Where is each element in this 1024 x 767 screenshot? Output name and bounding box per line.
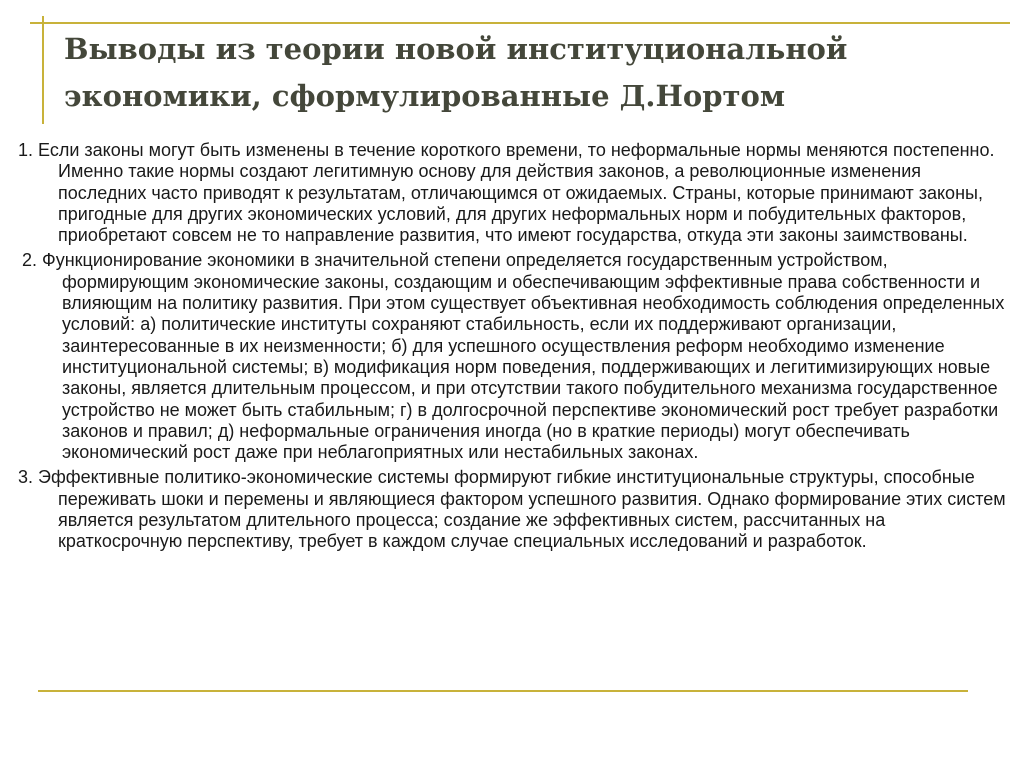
conclusion-point-3: 3. Эффективные политико-экономические системы формируют гибкие институциональные структуры, способные переживать шоки и перемены и являющиеся фактором успешного развития. Однако формирование этих систем является результатом длительного процесса; создание же эффективных систем, рассчитанных на краткосрочную перспективу, требует в каждом случае специальных исследований и разработок. <box>18 467 1006 552</box>
conclusion-point-1: 1. Если законы могут быть изменены в течение короткого времени, то неформальные нормы меняются постепенно. Именно такие нормы создают легитимную основу для действия законов, а революционные изменения последних часто приводят к результатам, отличающимся от ожидаемых. Страны, которые принимают законы, пригодные для других экономических условий, для других неформальных норм и побудительных факторов, приобретают совсем не то направление развития, что имеют государства, откуда эти законы заимствованы. <box>18 140 995 246</box>
decorative-left-line <box>42 16 44 124</box>
decorative-top-line <box>30 22 1010 24</box>
slide-body <box>18 140 1008 557</box>
decorative-bottom-line <box>38 690 968 692</box>
conclusion-point-2: 2. Функционирование экономики в значительной степени определяется государственным устройством, формирующим экономические законы, создающим и обеспечивающим эффективные права собственности и влияющим на политику развития. При этом существует объективная необходимость соблюдения определенных условий: а) политические институты сохраняют стабильность, если их поддерживают организации, заинтересованные в их неизменности; б) для успешного осуществления реформ необходимо изменение институциональной системы; в) модификация норм поведения, поддерживающих и легитимизирующих новые законы, является длительным процессом, и при отсутствии такого побудительного механизма государственное устройство не может быть стабильным; г) в долгосрочной перспективе экономический рост требует разработки законов и правил; д) неформальные ограничения иногда (но в краткие периоды) могут обеспечивать экономический рост даже при неблагоприятных или нестабильных законах. <box>22 250 1005 463</box>
slide-title: Выводы из теории новой институциональной экономики, сформулированные Д.Нортом <box>64 32 848 113</box>
